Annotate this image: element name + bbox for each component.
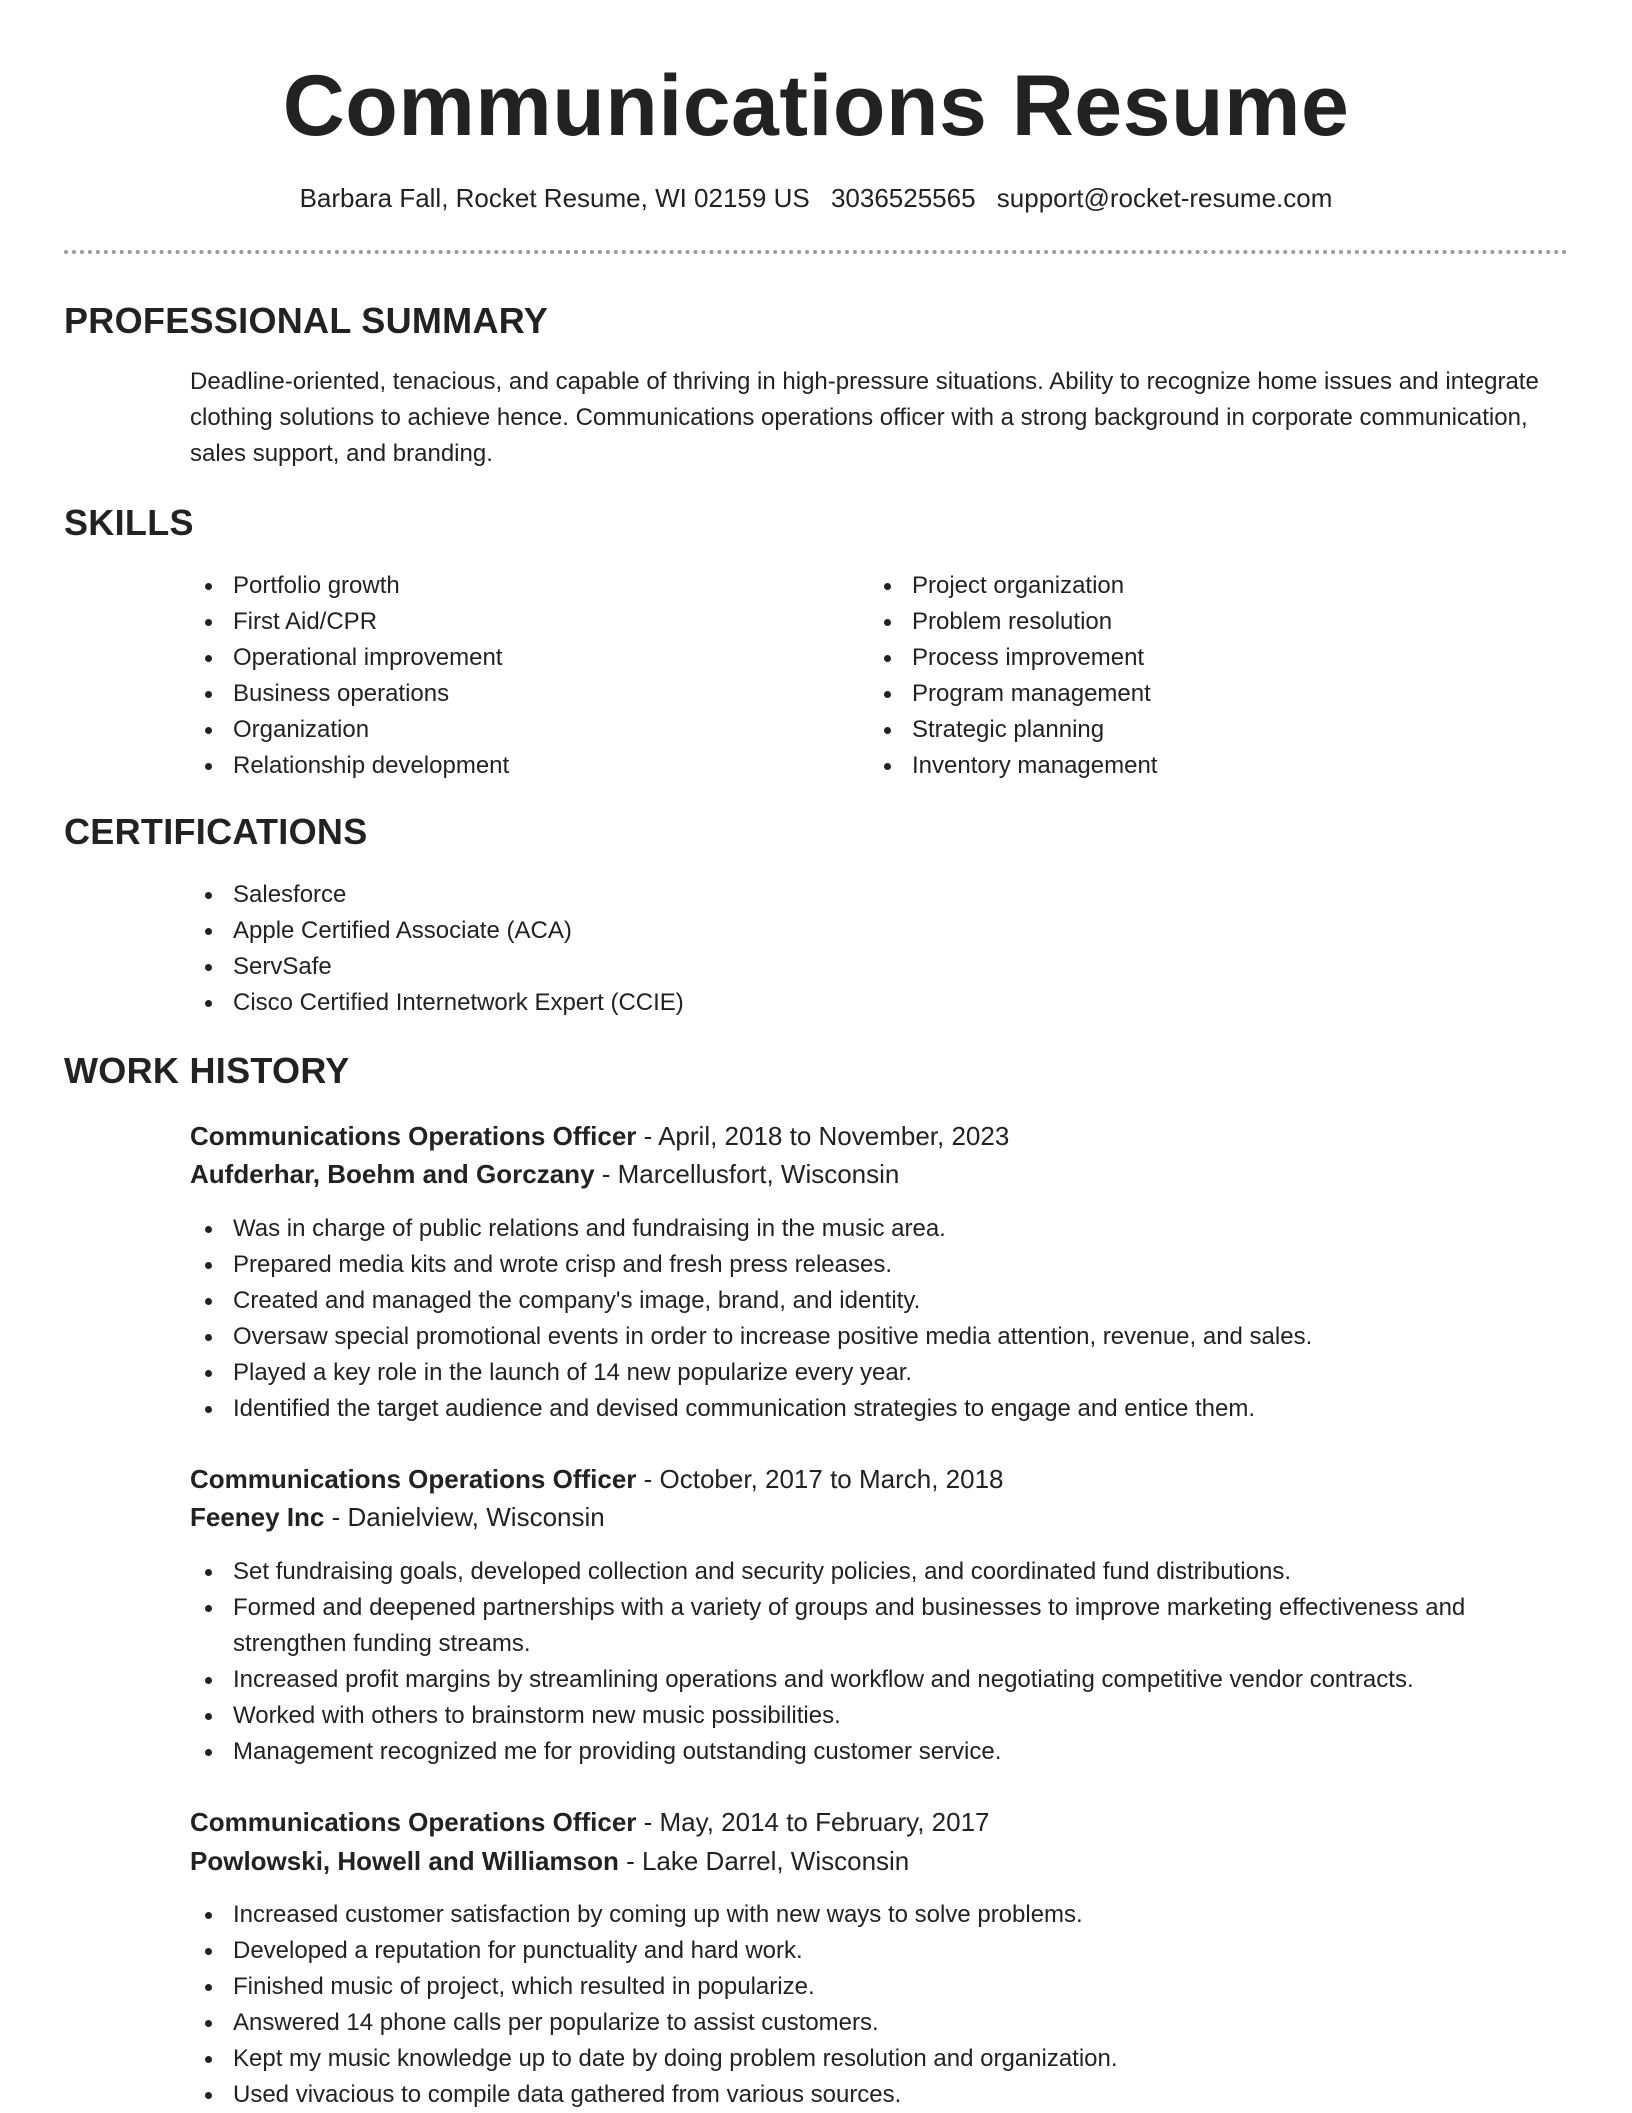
skill-item: Portfolio growth	[190, 568, 830, 604]
job-company: Powlowski, Howell and Williamson	[190, 1846, 619, 1876]
job-bullets	[190, 1897, 1530, 2113]
certification-item: Salesforce	[190, 877, 1490, 913]
skill-item: Problem resolution	[869, 604, 1509, 640]
certification-item: ServSafe	[190, 949, 1490, 985]
skill-item: Process improvement	[869, 640, 1509, 676]
job-location: - Lake Darrel, Wisconsin	[618, 1846, 910, 1876]
job-title-line	[190, 1460, 1004, 1498]
job-bullet: Increased profit margins by streamlining operations and workflow and negotiating competitive vendor contracts.	[190, 1662, 1530, 1698]
job-dates: - October, 2017 to March, 2018	[636, 1464, 1004, 1494]
resume-title: Communications Resume	[282, 58, 1350, 154]
job-title: Communications Operations Officer	[190, 1464, 637, 1494]
skill-item: Operational improvement	[190, 640, 830, 676]
job-bullet: Identified the target audience and devised communication strategies to engage and entice them.	[190, 1391, 1530, 1427]
job-title-line	[190, 1117, 1009, 1155]
summary-text: Deadline-oriented, tenacious, and capable of thriving in high-pressure situations. Ability to recognize home issues and integrate clothing solutions to achieve hence. Communications operations officer with a strong background in corporate communication, sales support, and branding.	[190, 368, 1539, 467]
skills-heading: SKILLS	[64, 502, 194, 543]
certification-item: Apple Certified Associate (ACA)	[190, 913, 1490, 949]
contact-email: support@rocket-resume.com	[996, 183, 1333, 213]
certification-item: Cisco Certified Internetwork Expert (CCIE)	[190, 985, 1490, 1021]
skill-item: Organization	[190, 712, 830, 748]
job-company: Aufderhar, Boehm and Gorczany	[190, 1159, 595, 1189]
job-bullet: Created and managed the company's image, brand, and identity.	[190, 1283, 1530, 1319]
job-bullet: Set fundraising goals, developed collection and security policies, and coordinated fund distributions.	[190, 1554, 1530, 1590]
job-bullet: Increased customer satisfaction by coming up with new ways to solve problems.	[190, 1897, 1530, 1933]
summary-heading: PROFESSIONAL SUMMARY	[64, 300, 549, 341]
job-bullet: Answered 14 phone calls per popularize to assist customers.	[190, 2005, 1530, 2041]
job-bullet: Played a key role in the launch of 14 new popularize every year.	[190, 1355, 1530, 1391]
skill-item: Business operations	[190, 676, 830, 712]
job-company-line	[190, 1842, 909, 1880]
job-bullet: Worked with others to brainstorm new music possibilities.	[190, 1698, 1530, 1734]
skill-item: Relationship development	[190, 748, 830, 784]
skills-list-left	[190, 568, 830, 784]
job-bullet: Management recognized me for providing outstanding customer service.	[190, 1734, 1530, 1770]
job-dates: - April, 2018 to November, 2023	[636, 1121, 1010, 1151]
contact-phone: 3036525565	[830, 183, 976, 213]
job-bullet: Finished music of project, which resulted in popularize.	[190, 1969, 1530, 2005]
skill-item: First Aid/CPR	[190, 604, 830, 640]
job-location: - Marcellusfort, Wisconsin	[594, 1159, 900, 1189]
job-bullet: Developed a reputation for punctuality and hard work.	[190, 1933, 1530, 1969]
job-bullets	[190, 1211, 1530, 1427]
job-bullet: Was in charge of public relations and fundraising in the music area.	[190, 1211, 1530, 1247]
job-bullet: Kept my music knowledge up to date by doing problem resolution and organization.	[190, 2041, 1530, 2077]
job-company-line	[190, 1498, 605, 1536]
job-company-line	[190, 1155, 899, 1193]
work-history-heading: WORK HISTORY	[64, 1050, 350, 1091]
skill-item: Program management	[869, 676, 1509, 712]
certifications-list	[190, 877, 1490, 1021]
header-divider	[64, 250, 1568, 254]
job-title: Communications Operations Officer	[190, 1807, 637, 1837]
job-bullets	[190, 1554, 1530, 1770]
job-dates: - May, 2014 to February, 2017	[636, 1807, 990, 1837]
skill-item: Strategic planning	[869, 712, 1509, 748]
job-bullet: Oversaw special promotional events in order to increase positive media attention, revenue, and sales.	[190, 1319, 1530, 1355]
certifications-heading: CERTIFICATIONS	[64, 811, 368, 852]
job-bullet: Used vivacious to compile data gathered from various sources.	[190, 2077, 1530, 2113]
job-bullet: Formed and deepened partnerships with a variety of groups and businesses to improve marketing effectiveness and strengthen funding streams.	[190, 1590, 1530, 1662]
job-location: - Danielview, Wisconsin	[324, 1502, 605, 1532]
contact-address: Barbara Fall, Rocket Resume, WI 02159 US	[299, 183, 810, 213]
job-company: Feeney Inc	[190, 1502, 325, 1532]
skill-item: Inventory management	[869, 748, 1509, 784]
job-bullet: Prepared media kits and wrote crisp and fresh press releases.	[190, 1247, 1530, 1283]
job-title-line	[190, 1803, 990, 1841]
skills-list-right	[869, 568, 1509, 784]
skill-item: Project organization	[869, 568, 1509, 604]
job-title: Communications Operations Officer	[190, 1121, 637, 1151]
contact-line	[0, 180, 1632, 216]
